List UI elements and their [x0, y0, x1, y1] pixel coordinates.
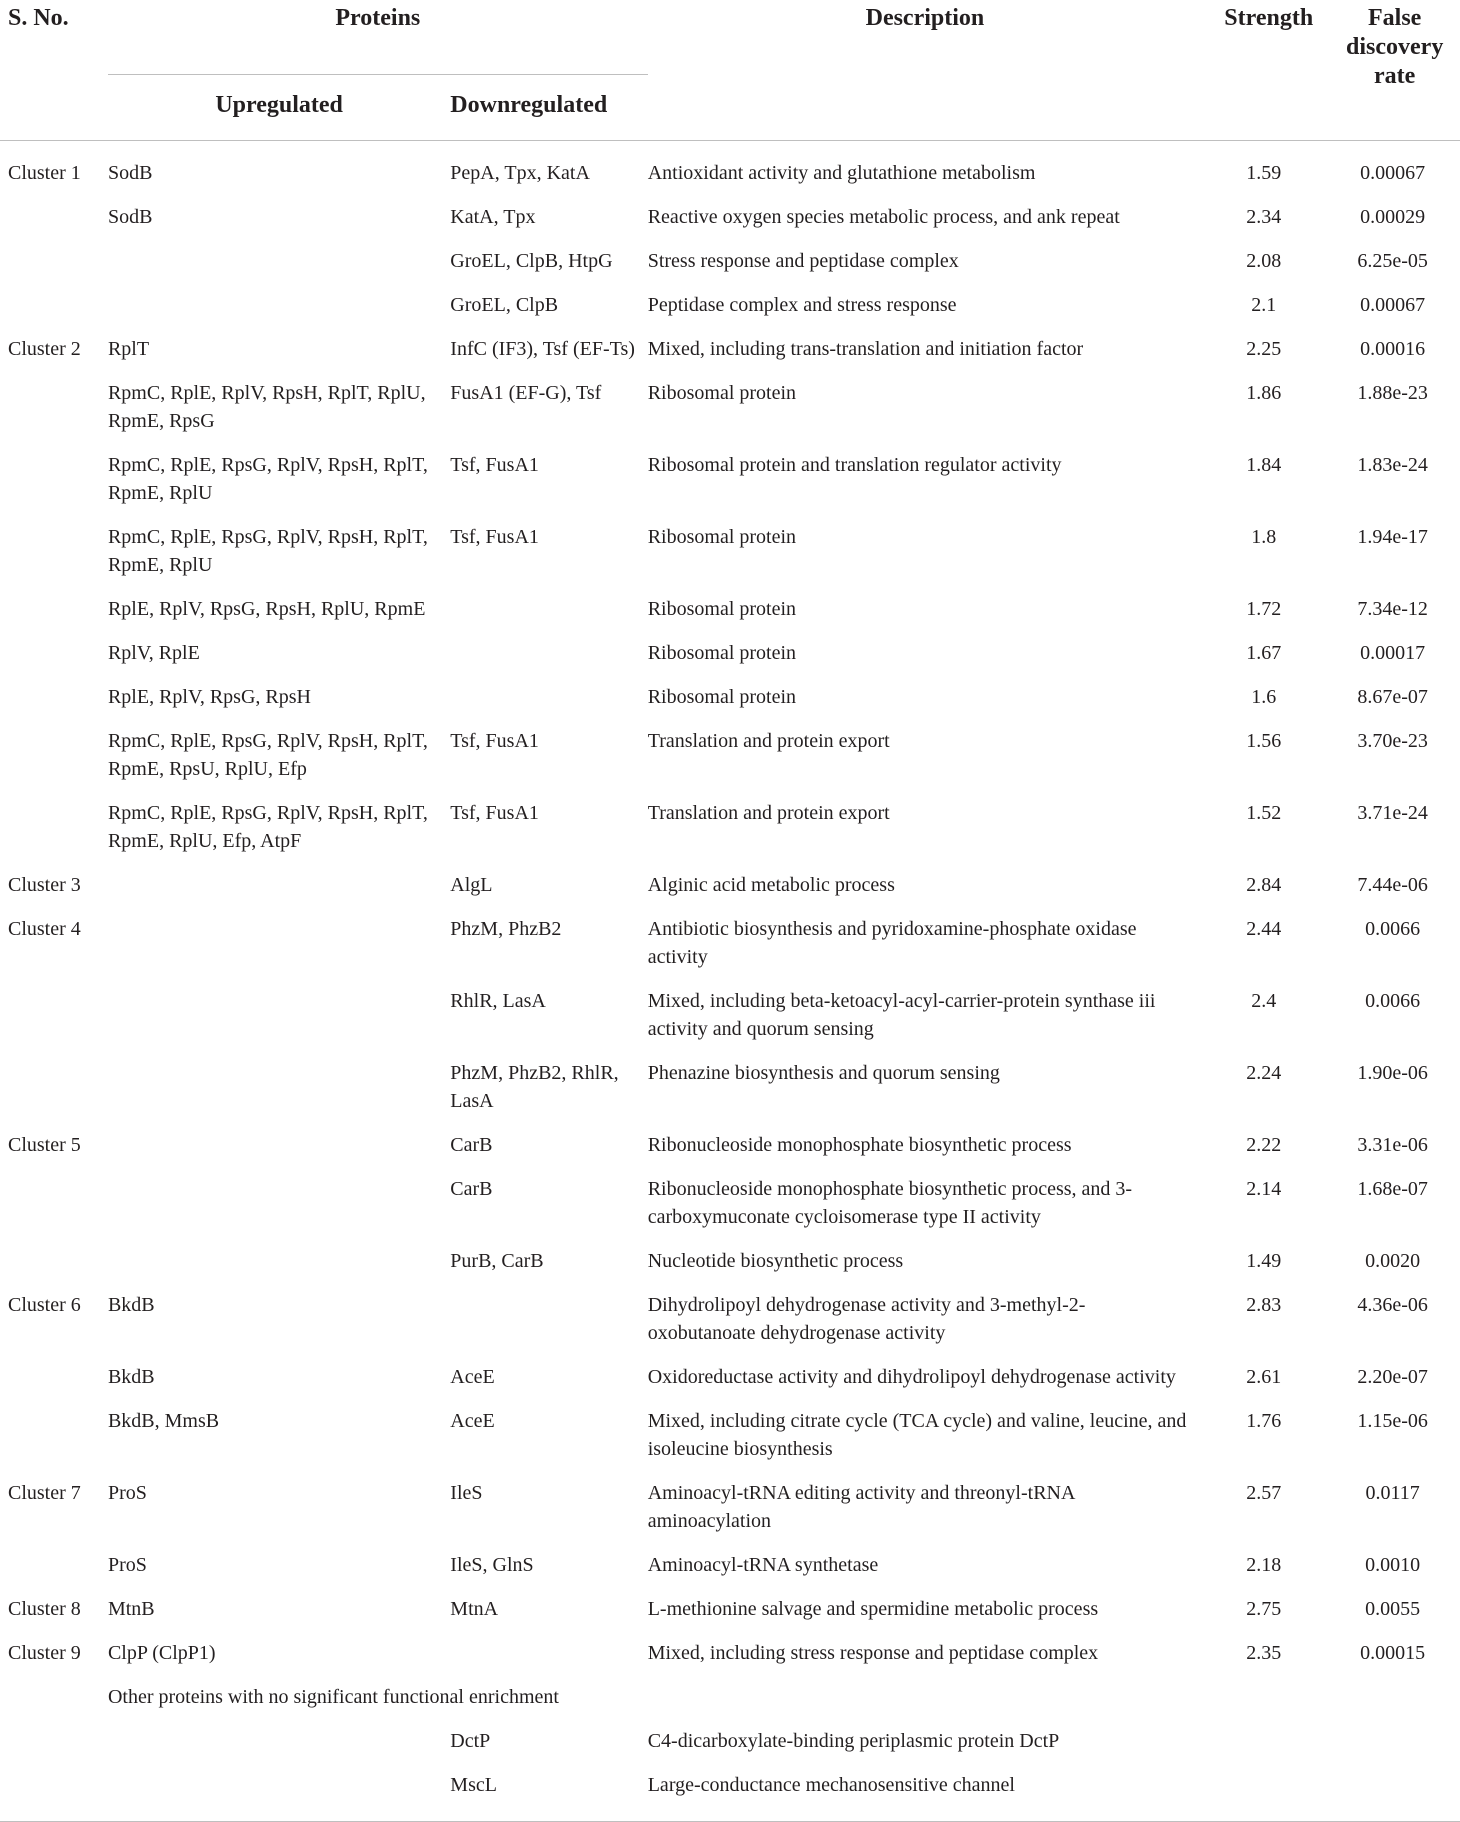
- cell-cluster: Cluster 4: [8, 917, 81, 940]
- table-row: [0, 1051, 1460, 1123]
- cell-downregulated: AceE: [450, 1365, 495, 1388]
- cell-upregulated: ProS: [107, 1481, 147, 1504]
- cell-description: L-methionine salvage and spermidine metabolic process: [647, 1597, 1099, 1620]
- cell-description: Mixed, including beta-ketoacyl-acyl-carrier-protein synthase iii activity and quorum sensing: [647, 989, 1156, 1040]
- cell-upregulated: RpmC, RplE, RpsG, RplV, RpsH, RplT, RpmE, RplU, Efp, AtpF: [107, 801, 428, 852]
- cell-strength: 2.25: [1246, 337, 1282, 360]
- cell-fdr: 0.0066: [1365, 917, 1421, 940]
- cell-fdr: 1.68e-07: [1357, 1177, 1428, 1200]
- cell-downregulated: GroEL, ClpB, HtpG: [450, 249, 613, 272]
- cell-description: Mixed, including citrate cycle (TCA cycle) and valine, leucine, and isoleucine biosynthesis: [647, 1409, 1187, 1460]
- cell-description: Reactive oxygen species metabolic process, and ank repeat: [647, 205, 1120, 228]
- cell-fdr: [1335, 1719, 1460, 1763]
- table-row: [0, 1239, 1460, 1283]
- cell-strength: 1.6: [1251, 685, 1277, 708]
- cell-upregulated: SodB: [107, 205, 153, 228]
- cell-cluster: Cluster 8: [8, 1597, 81, 1620]
- cell-downregulated: Tsf, FusA1: [450, 525, 539, 548]
- cell-strength: 2.24: [1246, 1061, 1282, 1084]
- table-row: [0, 1355, 1460, 1399]
- cell-cluster: Cluster 7: [8, 1481, 81, 1504]
- cell-cluster: [0, 515, 108, 587]
- cell-strength: 1.56: [1246, 729, 1282, 752]
- cell-cluster: Cluster 2: [8, 337, 81, 360]
- cell-strength: 1.86: [1246, 381, 1282, 404]
- table-row: [0, 675, 1460, 719]
- table-bottom-rule: [0, 1807, 1460, 1822]
- table-row: [0, 443, 1460, 515]
- cell-strength: 2.35: [1246, 1641, 1282, 1664]
- cell-fdr: 7.34e-12: [1357, 597, 1428, 620]
- cell-downregulated: AlgL: [450, 873, 493, 896]
- header-description: Description: [865, 5, 985, 31]
- cell-strength: 2.1: [1251, 293, 1277, 316]
- other-proteins-note: Other proteins with no significant functional enrichment: [107, 1685, 559, 1708]
- table-row: [0, 631, 1460, 675]
- header-downregulated: Downregulated: [450, 75, 647, 140]
- cell-strength: 2.22: [1246, 1133, 1282, 1156]
- cell-cluster: Cluster 5: [8, 1133, 81, 1156]
- cell-fdr: 3.31e-06: [1357, 1133, 1428, 1156]
- table-row: [0, 239, 1460, 283]
- cell-upregulated: [108, 979, 450, 1051]
- cell-strength: 2.75: [1246, 1597, 1282, 1620]
- cell-upregulated: RplV, RplE: [107, 641, 200, 664]
- cell-cluster: [0, 1763, 108, 1807]
- cell-downregulated: Tsf, FusA1: [450, 729, 539, 752]
- cell-description: Antibiotic biosynthesis and pyridoxamine-phosphate oxidase activity: [647, 917, 1137, 968]
- cell-cluster: Cluster 9: [8, 1641, 81, 1664]
- cell-strength: 1.72: [1246, 597, 1282, 620]
- cell-downregulated: CarB: [450, 1177, 493, 1200]
- cell-downregulated: DctP: [450, 1729, 491, 1752]
- cell-upregulated: SodB: [107, 161, 153, 184]
- cell-fdr: 3.70e-23: [1357, 729, 1428, 752]
- cell-downregulated: Tsf, FusA1: [450, 801, 539, 824]
- cell-fdr: [1335, 1763, 1460, 1807]
- cell-strength: 2.61: [1246, 1365, 1282, 1388]
- cell-strength: 1.76: [1246, 1409, 1282, 1432]
- cell-description: Peptidase complex and stress response: [647, 293, 957, 316]
- cell-strength: 2.57: [1246, 1481, 1282, 1504]
- table-row: [0, 1543, 1460, 1587]
- cell-upregulated: RpmC, RplE, RplV, RpsH, RplT, RplU, RpmE, RpsG: [107, 381, 426, 432]
- table-header: [0, 0, 1460, 140]
- cell-description: Large-conductance mechanosensitive channel: [647, 1773, 1015, 1796]
- cell-upregulated: BkdB: [107, 1365, 155, 1388]
- cell-upregulated: MtnB: [107, 1597, 155, 1620]
- cell-upregulated: [108, 863, 450, 907]
- cell-downregulated: AceE: [450, 1409, 495, 1432]
- cell-cluster: [0, 1355, 108, 1399]
- cell-strength: 2.08: [1246, 249, 1282, 272]
- cell-description: Stress response and peptidase complex: [647, 249, 959, 272]
- cell-cluster: [0, 1239, 108, 1283]
- header-proteins: [108, 0, 648, 75]
- cell-fdr: 1.94e-17: [1357, 525, 1428, 548]
- cell-fdr: 0.00067: [1360, 293, 1426, 316]
- table-row: [0, 1167, 1460, 1239]
- cell-upregulated: [108, 1719, 450, 1763]
- cell-upregulated: ClpP (ClpP1): [107, 1641, 216, 1664]
- cell-upregulated: [108, 1051, 450, 1123]
- cell-downregulated: GroEL, ClpB: [450, 293, 559, 316]
- cell-fdr: 6.25e-05: [1357, 249, 1428, 272]
- cell-upregulated: [108, 907, 450, 979]
- cell-strength: 2.83: [1246, 1293, 1282, 1316]
- cell-description: Aminoacyl-tRNA synthetase: [647, 1553, 879, 1576]
- cell-cluster: [0, 675, 108, 719]
- cell-description: C4-dicarboxylate-binding periplasmic protein DctP: [647, 1729, 1060, 1752]
- cell-fdr: 1.90e-06: [1357, 1061, 1428, 1084]
- cell-downregulated: [450, 587, 647, 631]
- cell-downregulated: [450, 1283, 647, 1355]
- table-row: [0, 587, 1460, 631]
- cell-description: Ribosomal protein: [647, 685, 797, 708]
- table-row: [0, 371, 1460, 443]
- cell-fdr: 0.00067: [1360, 161, 1426, 184]
- table-row: [0, 1719, 1460, 1763]
- cell-cluster: [0, 239, 108, 283]
- table-body: [0, 140, 1460, 1821]
- table-row: [0, 515, 1460, 587]
- cell-fdr: 0.00017: [1360, 641, 1426, 664]
- cell-description: Oxidoreductase activity and dihydrolipoyl dehydrogenase activity: [647, 1365, 1176, 1388]
- cell-description: Ribosomal protein and translation regulator activity: [647, 453, 1062, 476]
- cell-cluster: [0, 443, 108, 515]
- cell-cluster: [0, 1543, 108, 1587]
- cell-description: Ribonucleoside monophosphate biosynthetic process, and 3-carboxymuconate cycloisomerase type II activity: [647, 1177, 1133, 1228]
- cell-cluster: [0, 587, 108, 631]
- cell-strength: [1202, 1763, 1335, 1807]
- cell-fdr: 0.0055: [1365, 1597, 1421, 1620]
- cell-upregulated: RplT: [107, 337, 150, 360]
- cell-downregulated: [450, 1631, 647, 1675]
- cell-strength: 2.4: [1251, 989, 1277, 1012]
- header-strength: Strength: [1224, 5, 1314, 31]
- cell-description: Antioxidant activity and glutathione metabolism: [647, 161, 1036, 184]
- cell-downregulated: PhzM, PhzB2: [450, 917, 562, 940]
- cell-downregulated: [450, 675, 647, 719]
- cell-downregulated: InfC (IF3), Tsf (EF-Ts): [450, 337, 635, 360]
- table-row: [0, 283, 1460, 327]
- cell-description: Phenazine biosynthesis and quorum sensing: [647, 1061, 1000, 1084]
- table-row-note: [0, 1675, 1460, 1719]
- cell-description: Nucleotide biosynthetic process: [647, 1249, 904, 1272]
- table-row: [0, 907, 1460, 979]
- cell-cluster: [0, 283, 108, 327]
- cell-description: Translation and protein export: [647, 729, 890, 752]
- table-row: [0, 863, 1460, 907]
- cell-fdr: 0.0117: [1365, 1481, 1420, 1504]
- header-fdr: False discovery rate: [1346, 5, 1444, 89]
- cell-strength: 2.14: [1246, 1177, 1282, 1200]
- cell-downregulated: RhlR, LasA: [450, 989, 546, 1012]
- cell-upregulated: RpmC, RplE, RpsG, RplV, RpsH, RplT, RpmE, RplU: [107, 525, 428, 576]
- cell-description: Dihydrolipoyl dehydrogenase activity and 3-methyl-2-oxobutanoate dehydrogenase activity: [647, 1293, 1086, 1344]
- cell-upregulated: RplE, RplV, RpsG, RpsH: [107, 685, 311, 708]
- cell-description: Ribosomal protein: [647, 525, 797, 548]
- cell-cluster: [0, 791, 108, 863]
- cell-strength: 1.59: [1246, 161, 1282, 184]
- cell-strength: 2.18: [1246, 1553, 1282, 1576]
- header-upregulated: Upregulated: [108, 75, 450, 140]
- cell-downregulated: MscL: [450, 1773, 497, 1796]
- table-row: [0, 195, 1460, 239]
- cell-upregulated: [108, 1123, 450, 1167]
- cell-fdr: 3.71e-24: [1357, 801, 1428, 824]
- cell-upregulated: RpmC, RplE, RpsG, RplV, RpsH, RplT, RpmE, RplU: [107, 453, 428, 504]
- cell-upregulated: RplE, RplV, RpsG, RpsH, RplU, RpmE: [107, 597, 426, 620]
- cell-upregulated: [108, 1239, 450, 1283]
- cell-strength: 2.44: [1246, 917, 1282, 940]
- cell-cluster: [0, 1399, 108, 1471]
- cell-upregulated: ProS: [107, 1553, 147, 1576]
- cell-cluster: [0, 631, 108, 675]
- cell-cluster: [0, 1719, 108, 1763]
- cell-fdr: 1.83e-24: [1357, 453, 1428, 476]
- cell-fdr: 7.44e-06: [1357, 873, 1428, 896]
- cell-upregulated: BkdB, MmsB: [107, 1409, 220, 1432]
- cell-cluster: [0, 371, 108, 443]
- cell-description: Aminoacyl-tRNA editing activity and threonyl-tRNA aminoacylation: [647, 1481, 1075, 1532]
- table-row: [0, 1399, 1460, 1471]
- table-row: [0, 1587, 1460, 1631]
- cell-fdr: 8.67e-07: [1357, 685, 1428, 708]
- cell-strength: 1.52: [1246, 801, 1282, 824]
- cell-strength: 1.67: [1246, 641, 1282, 664]
- table-row: [0, 327, 1460, 371]
- cell-description: Ribosomal protein: [647, 381, 797, 404]
- cell-fdr: 1.15e-06: [1357, 1409, 1428, 1432]
- cell-downregulated: IleS: [450, 1481, 483, 1504]
- cell-fdr: 0.0010: [1365, 1553, 1421, 1576]
- cell-downregulated: FusA1 (EF-G), Tsf: [450, 381, 602, 404]
- cell-cluster: Cluster 1: [8, 161, 81, 184]
- cell-fdr: 0.0020: [1365, 1249, 1421, 1272]
- table-row: [0, 1763, 1460, 1807]
- cell-downregulated: MtnA: [450, 1597, 499, 1620]
- cell-description: Translation and protein export: [647, 801, 890, 824]
- table-row: [0, 140, 1460, 195]
- table-row: [0, 791, 1460, 863]
- cell-description: Mixed, including trans-translation and initiation factor: [647, 337, 1084, 360]
- cell-upregulated: RpmC, RplE, RpsG, RplV, RpsH, RplT, RpmE, RpsU, RplU, Efp: [107, 729, 428, 780]
- cell-strength: 2.84: [1246, 873, 1282, 896]
- cell-fdr: 1.88e-23: [1357, 381, 1428, 404]
- cell-strength: 1.49: [1246, 1249, 1282, 1272]
- cell-cluster: Cluster 6: [8, 1293, 81, 1316]
- cell-description: Ribonucleoside monophosphate biosynthetic process: [647, 1133, 1072, 1156]
- cell-cluster: [0, 979, 108, 1051]
- cell-upregulated: [108, 1167, 450, 1239]
- table-row: [0, 1283, 1460, 1355]
- cell-strength: 1.84: [1246, 453, 1282, 476]
- header-proteins-label: Proteins: [335, 5, 421, 31]
- cell-strength: 2.34: [1246, 205, 1282, 228]
- cell-downregulated: CarB: [450, 1133, 493, 1156]
- cell-fdr: 2.20e-07: [1357, 1365, 1428, 1388]
- cell-downregulated: IleS, GlnS: [450, 1553, 534, 1576]
- table-row: [0, 1631, 1460, 1675]
- cell-upregulated: BkdB: [107, 1293, 155, 1316]
- header-sno: S. No.: [8, 5, 69, 31]
- cell-downregulated: PepA, Tpx, KatA: [450, 161, 590, 184]
- cell-cluster: [0, 195, 108, 239]
- cell-fdr: 0.00029: [1360, 205, 1426, 228]
- cell-downregulated: Tsf, FusA1: [450, 453, 539, 476]
- cell-description: Alginic acid metabolic process: [647, 873, 895, 896]
- cell-downregulated: KatA, Tpx: [450, 205, 536, 228]
- cell-fdr: 0.0066: [1365, 989, 1421, 1012]
- cell-fdr: 0.00016: [1360, 337, 1426, 360]
- table-row: [0, 1123, 1460, 1167]
- table-row: [0, 1471, 1460, 1543]
- cell-downregulated: PurB, CarB: [450, 1249, 544, 1272]
- cell-cluster: [0, 1167, 108, 1239]
- cell-downregulated: PhzM, PhzB2, RhlR, LasA: [450, 1061, 619, 1112]
- table-row: [0, 979, 1460, 1051]
- cell-cluster: Cluster 3: [8, 873, 81, 896]
- cell-description: Ribosomal protein: [647, 641, 797, 664]
- cell-upregulated: [108, 283, 450, 327]
- cell-description: Mixed, including stress response and peptidase complex: [647, 1641, 1099, 1664]
- cell-description: Ribosomal protein: [647, 597, 797, 620]
- cell-strength: 1.8: [1251, 525, 1277, 548]
- table-row: [0, 719, 1460, 791]
- cell-upregulated: [108, 1763, 450, 1807]
- cell-upregulated: [108, 239, 450, 283]
- cell-cluster: [0, 1051, 108, 1123]
- cell-fdr: 0.00015: [1360, 1641, 1426, 1664]
- cell-fdr: 4.36e-06: [1357, 1293, 1428, 1316]
- cell-cluster: [0, 719, 108, 791]
- cell-strength: [1202, 1719, 1335, 1763]
- cell-cluster: [0, 1675, 108, 1719]
- cell-downregulated: [450, 631, 647, 675]
